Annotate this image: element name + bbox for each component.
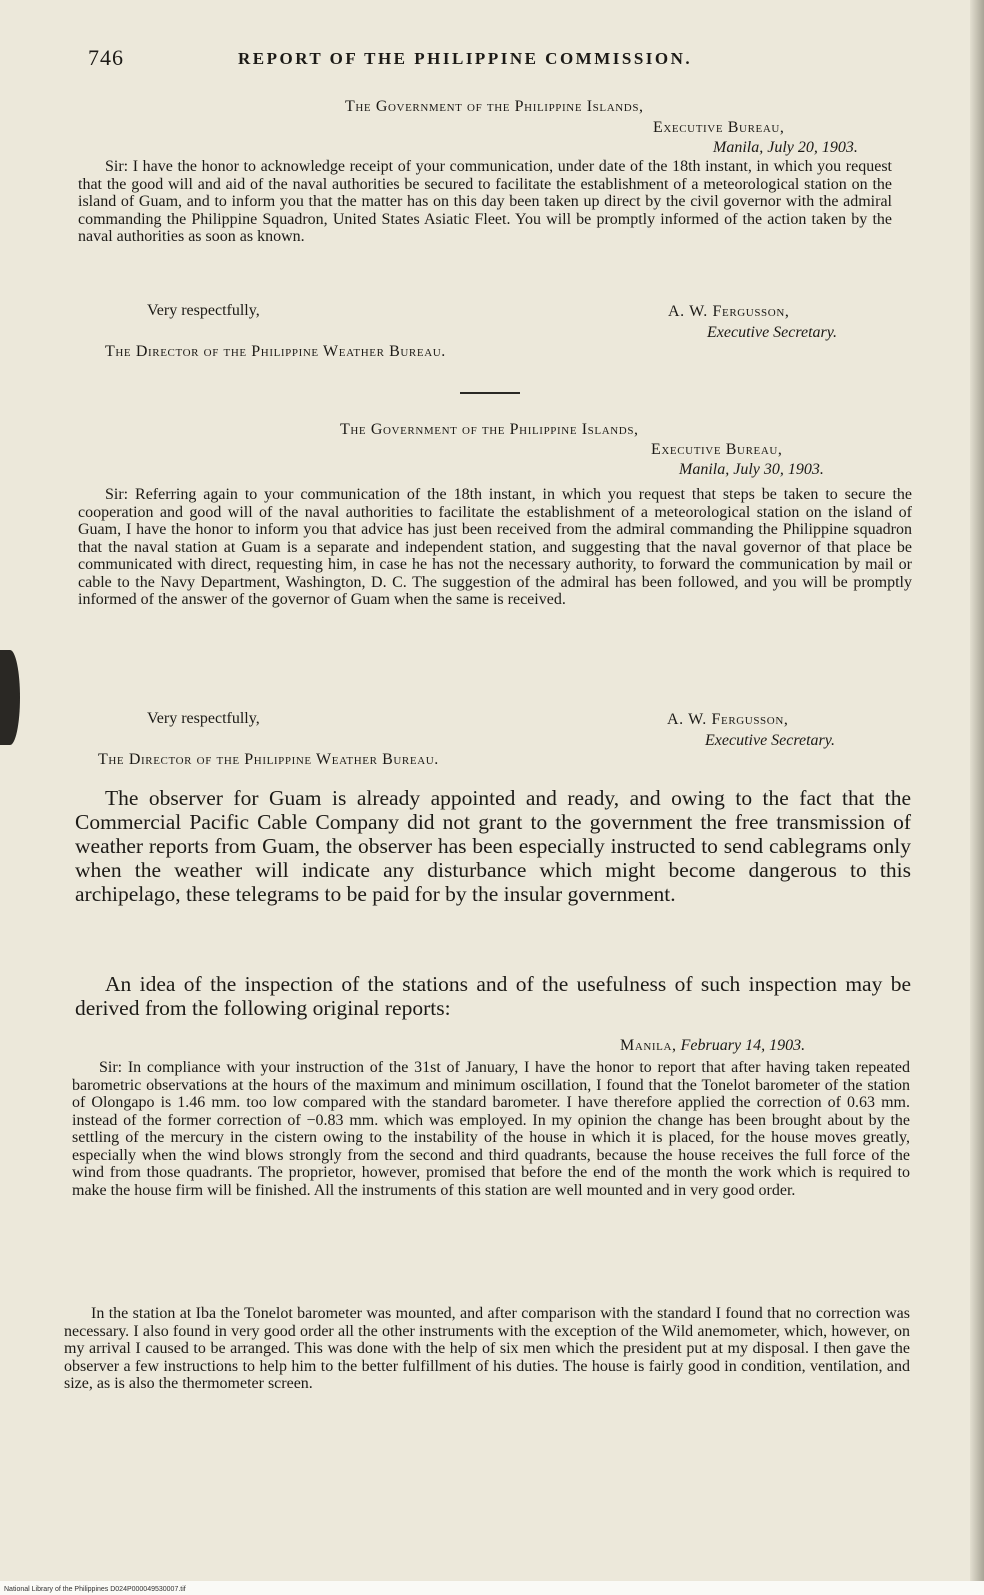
- report-dateline: Manila, February 14, 1903.: [620, 1037, 806, 1054]
- letter1-body: Sir: I have the honor to acknowledge receipt of your communication, under date of the 18th instant, in which you request that the good will and aid of the naval authorities be secured to facilitate the establishment of a meteorological station on the island of Guam, and to inform you that the matter has on this day been taken up direct by the civil governor with the admiral commanding the Philippine Squadron, United States Asiatic Fleet. You will be promptly informed of the action taken by the naval authorities as soon as known.: [78, 158, 892, 245]
- page-header: [88, 45, 914, 75]
- letter1-address-line2: Executive Bureau,: [653, 119, 785, 136]
- letter1-dateline: Manila, July 20, 1903.: [713, 139, 858, 156]
- main-paragraph-2: An idea of the inspection of the stations and of the usefulness of such inspection may be derived from the following original reports:: [75, 972, 911, 1020]
- scan-blot: [0, 650, 20, 745]
- letter2-body: Sir: Referring again to your communication of the 18th instant, in which you request that steps be taken to secure the cooperation and good will of the naval authorities to facilitate the establishment of a meteorological station on the island of Guam, I have the honor to inform you that advice has just been received from the admiral commanding the Philippine squadron that the naval station at Guam is a separate and independent station, and suggesting that the naval governor of that place be communicated with direct, requesting him, in case he has not the necessary authority, to forward the communication by mail or cable to the Navy Department, Washington, D. C. The suggestion of the admiral has been followed, and you will be promptly informed of the answer of the governor of Guam when the same is received.: [78, 486, 912, 608]
- letter1-closing: Very respectfully,: [147, 302, 260, 319]
- page-number: 746: [88, 45, 124, 70]
- letter1-signer: A. W. Fergusson,: [668, 303, 790, 320]
- letter1-addressee: The Director of the Philippine Weather Bureau.: [105, 343, 446, 360]
- main-paragraph-1: The observer for Guam is already appointed and ready, and owing to the fact that the Commercial Pacific Cable Company did not grant to the government the free transmission of weather reports from Guam, the observer has been especially instructed to send cablegrams only when the weather will indicate any disturbance which might become dangerous to this archipelago, these telegrams to be paid for by the insular government.: [75, 786, 911, 906]
- section-divider: [460, 392, 520, 394]
- scan-credit: National Library of the Philippines D024P000049530007.tif: [4, 1586, 186, 1593]
- report-paragraph-2: In the station at Iba the Tonelot barometer was mounted, and after comparison with the standard I found that no correction was necessary. I also found in very good order all the other instruments with the exception of the Wild anemometer, which, however, on my arrival I caused to be arranged. This was done with the help of six men which the president put at my disposal. I then gave the observer a few instructions to help him to the better fulfillment of his duties. The house is fairly good in condition, ventilation, and size, as is also the thermometer screen.: [64, 1305, 910, 1392]
- letter2-signer-title: Executive Secretary.: [705, 732, 835, 749]
- letter2-signer: A. W. Fergusson,: [667, 711, 789, 728]
- letter2-closing: Very respectfully,: [147, 710, 260, 727]
- letter1-address-line1: The Government of the Philippine Islands,: [345, 98, 644, 115]
- letter2-address-line1: The Government of the Philippine Islands,: [340, 421, 639, 438]
- running-head: REPORT OF THE PHILIPPINE COMMISSION.: [238, 49, 693, 68]
- letter2-address-line2: Executive Bureau,: [651, 441, 783, 458]
- scan-footer: [0, 1581, 984, 1595]
- page-edge-shadow: [970, 0, 984, 1595]
- report-paragraph-1: Sir: In compliance with your instruction of the 31st of January, I have the honor to report that after having taken repeated barometric observations at the hours of the maximum and minimum oscillation, I found that the Tonelot barometer of the station of Olongapo is 1.46 mm. too low compared with the standard barometer. I have therefore applied the correction of 0.63 mm. instead of the former correction of −0.83 mm. which was employed. In my opinion the change has been brought about by the settling of the mercury in the cistern owing to the instability of the house in which it is placed, for the house moves greatly, especially when the wind blows strongly from the second and third quadrants, because the house receives the full force of the wind from those quadrants. The proprietor, however, promised that before the end of the month the work which is required to make the house firm will be finished. All the instruments of this station are well mounted and in very good order.: [72, 1059, 910, 1199]
- letter2-addressee: The Director of the Philippine Weather Bureau.: [98, 751, 439, 768]
- letter1-signer-title: Executive Secretary.: [707, 324, 837, 341]
- letter2-dateline: Manila, July 30, 1903.: [679, 461, 824, 478]
